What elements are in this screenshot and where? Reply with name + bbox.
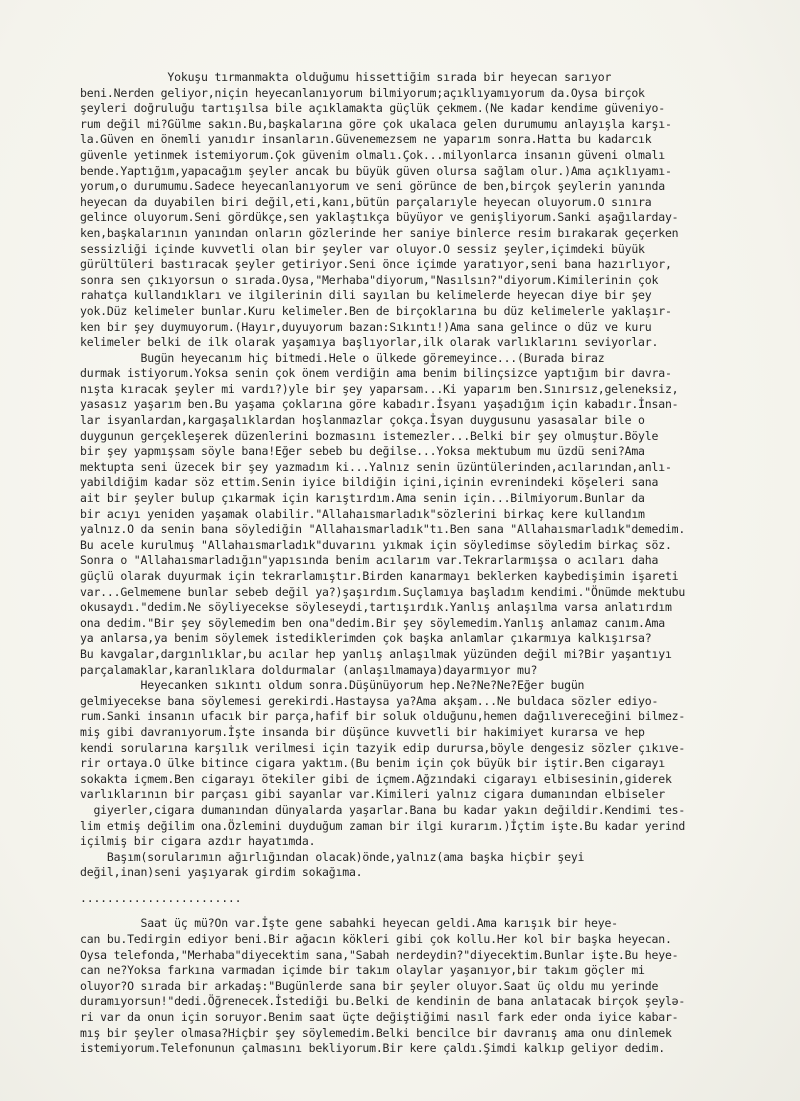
paragraph xyxy=(80,70,790,351)
paragraph xyxy=(80,850,790,881)
text-line: Başım(sorularımın ağırlığından olacak)önde,yalnız(ama başka hiçbir şeyi xyxy=(80,849,585,864)
text-line: rum değil mi?Gülme sakın.Bu,başkalarına göre çok ukalaca gelen durumumu anlayışla karşı- xyxy=(80,116,672,131)
text-line: bir acıyı yeniden yaşamak olabilir."Allahaısmarladık"sözlerini birkaç kere kullandım xyxy=(80,506,645,521)
text-line: sokakta içmem.Ben cigarayı ötekiler gibi de içmem.Ağzındaki cigarayı elbisesinin,giderek xyxy=(80,771,672,786)
text-line: oluyor?O sırada bir arkadaş:"Bugünlerde sana bir şeyler oluyor.Saat üç oldu mu yerinde xyxy=(80,978,659,993)
text-line: varlıklarının bir parçası gibi sayanlar var.Kimileri yalnız cigara dumanından elbiseler xyxy=(80,787,665,802)
text-line: miş gibi davranıyorum.İşte insanda bir düşünce kuvvetli bir hakimiyet kurarsa ve hep xyxy=(80,724,645,739)
text-line: kendi sorularına karşılık verilmesi için tazyik edip durursa,böyle dengesiz sözler çıkıve- xyxy=(80,740,686,755)
text-line: ya anlarsa,ya benim söylemek istediklerimden çok başka anlamlar çıkarmıya kalkışırsa? xyxy=(80,631,652,646)
text-line: değil,inan)seni yaşıyarak girdim sokağıma. xyxy=(80,865,363,880)
text-line: Bugün heyecanım hiç bitmedi.Hele o ülkede göremeyince...(Burada biraz xyxy=(80,350,605,365)
text-line: var...Gelmemene bunlar sebeb değil ya?)şaşırdım.Suçlamıya başladım kendimi."Önümde mektubu xyxy=(80,584,686,599)
text-line: içilmiş bir cigara azdır hayatımda. xyxy=(80,834,316,849)
text-line: sonra sen çıkıyorsun o sırada.Oysa,"Merhaba"diyorum,"Nasılsın?"diyorum.Kimilerinin çok xyxy=(80,272,659,287)
text-line: can bu.Tedirgin ediyor beni.Bir ağacın kökleri gibi çok kollu.Her kol bir başka heyecan. xyxy=(80,932,672,947)
text-line: yorum,o durumumu.Sadece heyecanlanıyorum ve seni görünce de ben,birçok şeylerin yanında xyxy=(80,179,665,194)
text-line: gelmiyecekse bana söylemesi gerekirdi.Hastaysa ya?Ama akşam...Ne buldaca sözler ediyo- xyxy=(80,693,659,708)
text-line: ........................ xyxy=(80,890,242,905)
text-line: bende.Yaptığım,yapacağım şeyler ancak bu büyük güven olursa sağlam olur.)Ama açıklıyamı- xyxy=(80,163,672,178)
text-line: rir ortaya.O ülke bitince cigara yaktım.(Bu benim için çok büyük bir iştir.Ben cigarayı xyxy=(80,756,665,771)
text-line: gürültüleri bastıracak şeyler getiriyor.Seni önce içimde yaratıyor,seni bana hazırlıyor, xyxy=(80,257,672,272)
text-line: heyecan da duyabilen biri değil,eti,kanı,bütün parçalarıyle heyecan oluyorum.O sınıra xyxy=(80,194,652,209)
text-line: mektupta seni üzecek bir şey yazmadım ki...Yalnız senin üzüntülerinden,acılarından,anlı- xyxy=(80,459,672,474)
text-line: can ne?Yoksa farkına varmadan içimde bir takım olaylar yaşanıyor,bir takım göçler mi xyxy=(80,963,645,978)
text-line: sessizliği içinde kuvvetli olan bir şeyler var oluyor.O sessiz şeyler,içimdeki büyük xyxy=(80,241,645,256)
typewritten-text xyxy=(80,70,790,1057)
text-line: Bu kavgalar,dargınlıklar,bu acılar hep yanlış anlaşılmak yüzünden değil mi?Bir yaşantıyı xyxy=(80,646,672,661)
text-line: yasasız yaşarım ben.Bu yaşama çoklarına göre kabadır.İsyanı yaşadığım için kabadır.İnsan- xyxy=(80,397,679,412)
text-line: rum.Sanki insanın ufacık bir parça,hafif bir soluk olduğunu,hemen dağılıvereceğini bilmez- xyxy=(80,709,686,724)
text-line: bir şey yapmışsam söyle bana!Eğer sebeb bu değilse...Yoksa mektubum mu üzdü seni?Ama xyxy=(80,444,645,459)
text-line: güvenle yetinmek istemiyorum.Çok güvenim olmalı.Çok...milyonlarca insanın güveni olmalı xyxy=(80,147,665,162)
text-line: gelince oluyorum.Seni gördükçe,sen yaklaştıkça büyüyor ve genişliyorum.Sanki aşağılarday- xyxy=(80,210,679,225)
text-line: ait bir şeyler bulup çıkarmak için karıştırdım.Ama senin için...Bilmiyorum.Bunlar da xyxy=(80,491,645,506)
text-line: ken bir şey duymuyorum.(Hayır,duyuyorum bazan:Sıkıntı!)Ama sana gelince o düz ve kuru xyxy=(80,319,652,334)
paragraph xyxy=(80,678,790,850)
text-line: okusaydı."dedim.Ne söyliyecekse söyleseydi,tartışırdık.Yanlış anlaşılma varsa anlatırdım xyxy=(80,600,672,615)
text-line: lar isyanlardan,kargaşalıklardan hoşlanmazlar çokça.İsyan duygusunu yasasalar bile o xyxy=(80,413,645,428)
text-line: güçlü olarak duyurmak için tekrarlamıştır.Birden kanarmayı beklerken kaybedişimin işareti xyxy=(80,569,679,583)
text-line: ri var da onun için soruyor.Benim saat üçte değiştiğimi nasıl fark eder onda iyice kabar- xyxy=(80,1010,679,1025)
paragraph xyxy=(80,351,790,678)
text-line: giyerler,cigara dumanından dünyalarda yaşarlar.Bana bu kadar yakın değildir.Kendimi tes- xyxy=(80,802,686,817)
text-line: Saat üç mü?On var.İşte gene sabahki heyecan geldi.Ama karışık bir heye- xyxy=(80,916,618,931)
text-line: beni.Nerden geliyor,niçin heyecanlanıyorum bilmiyorum;açıklıyamıyorum da.Oysa birçok xyxy=(80,85,645,100)
text-line: şeyleri doğruluğu tartışılsa bile açıklamakta güçlük çekmem.(Ne kadar kendime güveniyo- xyxy=(80,101,665,116)
text-line: duygunun gerçekleşerek düzenlerini bozmasını istemezler...Belki bir şey olmuştur.Böyle xyxy=(80,428,659,443)
text-line: la.Güven en önemli yanıdır insanların.Güvenemezsem ne yaparım sonra.Hatta bu kadarcık xyxy=(80,132,652,147)
text-line: mış bir şeyler olmasa?Hiçbir şey söylemedim.Belki bencilce bir davranış ama onu dinlemek xyxy=(80,1025,672,1040)
text-line: rahatça kullandıkları ve ilgilerinin dili sayılan bu kelimelerde heyecan diye bir şey xyxy=(80,288,652,303)
text-line: duramıyorsun!"dedi.Öğrenecek.İstediği bu.Belki de kendinin de bana anlatacak birçok şeylə- xyxy=(80,994,686,1009)
text-line: ken,başkalarının yanından onların gözlerinde her saniye binlerce resim bırakarak geçerken xyxy=(80,225,679,240)
text-line: ona dedim."Bir şey söylemedim ben ona"dedim.Bir şey söylemedim.Yanlış anlamaz canım.Ama xyxy=(80,615,665,630)
blank-space xyxy=(80,906,790,916)
text-line: lim etmiş değilim ona.Özlemini duyduğum zaman bir ilgi kurarım.)İçtim işte.Bu kadar yerind xyxy=(80,818,686,833)
text-line: yalnız.O da senin bana söylediğin "Allahaısmarladık"tı.Ben sana "Allahaısmarladık"demedim. xyxy=(80,522,686,537)
text-line: Sonra o "Allahaısmarladığın"yapısında benim acılarım var.Tekrarlarmışsa o acıları daha xyxy=(80,553,659,568)
blank-space xyxy=(80,881,790,891)
text-line: durmak istiyorum.Yoksa senin çok önem verdiğin ama benim bilinçsizce yaptığım bir davra- xyxy=(80,366,672,381)
text-line: Oysa telefonda,"Merhaba"diyecektim sana,"Sabah nerdeydin?"diyecektim.Bunlar işte.Bu heye- xyxy=(80,947,679,962)
text-line: istemiyorum.Telefonunun çalmasını bekliyorum.Bir kere çaldı.Şimdi kalkıp geliyor dedim. xyxy=(80,1041,665,1056)
text-line: yabildiğim kadar söz ettim.Senin iyice bildiğin içini,içinin evrenindeki köşeleri sana xyxy=(80,475,659,490)
text-line: yok.Düz kelimeler bunlar.Kuru kelimeler.Ben de birçoklarına bu düz kelimelerle yaklaşır- xyxy=(80,303,672,318)
text-line: Heyecanken sıkıntı oldum sonra.Düşünüyorum hep.Ne?Ne?Ne?Eğer bugün xyxy=(80,678,585,693)
paragraph xyxy=(80,916,790,1056)
text-line: kelimeler belki de ilk olarak yaşamıya başlıyorlar,ilk olarak varlıklarını seviyorlar. xyxy=(80,335,659,350)
paragraph xyxy=(80,891,790,907)
text-line: Bu acele kurulmuş "Allahaısmarladık"duvarını yıkmak için söyledimse söyledim birkaç söz. xyxy=(80,537,672,552)
text-line: parçalamaklar,karanlıklara doldurmalar (anlaşılmamaya)dayarmıyor mu? xyxy=(80,662,538,677)
text-line: nışta kıracak şeyler mi vardı?)yle bir şey yaparsam...Ki yaparım ben.Sınırsız,geleneksiz, xyxy=(80,381,679,396)
text-line: Yokuşu tırmanmakta olduğumu hissettiğim sırada bir heyecan sarıyor xyxy=(80,70,612,84)
